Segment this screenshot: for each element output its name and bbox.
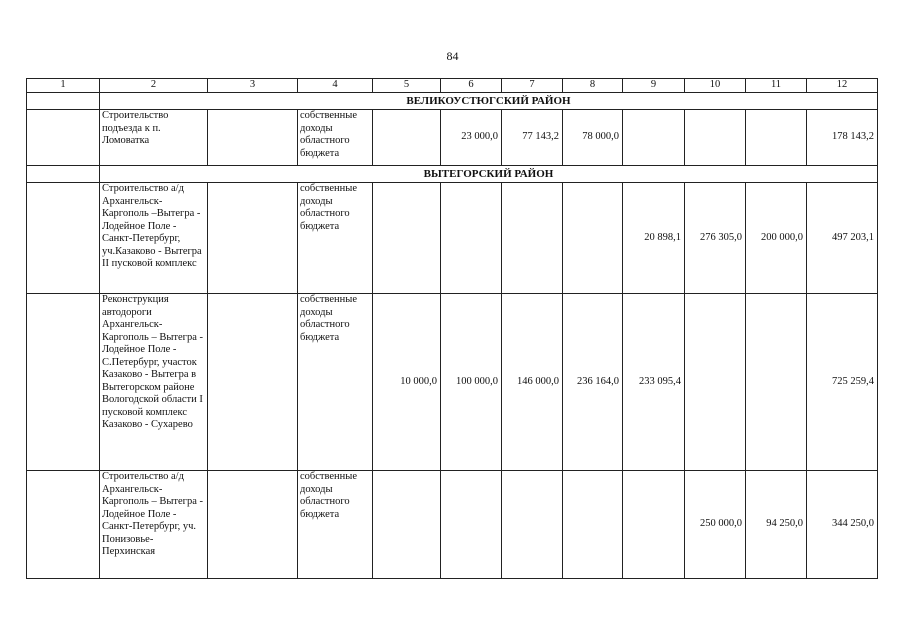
value-cell: 20 898,1 bbox=[623, 183, 685, 294]
district-name: ВЫТЕГОРСКИЙ РАЙОН bbox=[100, 166, 878, 183]
budget-table bbox=[26, 78, 878, 579]
object-name: Строительство а/д Архангельск-Каргополь – Вытегра - Лодейное Поле - Санкт-Петербург, уч. Понизовье-Перхинская bbox=[100, 471, 208, 579]
value-cell: 233 095,4 bbox=[623, 294, 685, 471]
value-cell bbox=[623, 471, 685, 579]
empty-cell bbox=[27, 93, 100, 110]
object-name: Реконструкция автодороги Архангельск-Каргополь – Вытегра - Лодейное Поле - С.Петербург, участок Казаково - Вытегра в Вытегорском районе Вологодской области I пусковой комплекс Казаково - Сухарево bbox=[100, 294, 208, 471]
value-cell: 77 143,2 bbox=[502, 110, 563, 166]
value-cell: 10 000,0 bbox=[373, 294, 441, 471]
empty-cell bbox=[208, 183, 298, 294]
column-header: 5 bbox=[373, 79, 441, 93]
district-row bbox=[27, 166, 878, 183]
object-name: Строительство подъезда к п. Ломоватка bbox=[100, 110, 208, 166]
funding-source: собственные доходы областного бюджета bbox=[298, 471, 373, 579]
value-cell bbox=[502, 183, 563, 294]
empty-cell bbox=[27, 183, 100, 294]
empty-cell bbox=[208, 110, 298, 166]
empty-cell bbox=[27, 471, 100, 579]
empty-cell bbox=[27, 166, 100, 183]
funding-source: собственные доходы областного бюджета bbox=[298, 294, 373, 471]
funding-source: собственные доходы областного бюджета bbox=[298, 183, 373, 294]
value-cell bbox=[685, 110, 746, 166]
table-row bbox=[27, 471, 878, 579]
table-row bbox=[27, 183, 878, 294]
value-cell: 276 305,0 bbox=[685, 183, 746, 294]
column-header: 6 bbox=[441, 79, 502, 93]
table-row bbox=[27, 294, 878, 471]
object-name: Строительство а/д Архангельск-Каргополь –Вытегра - Лодейное Поле - Санкт-Петербург, уч.Казаково - Вытегра II пусковой комплекс bbox=[100, 183, 208, 294]
value-cell bbox=[563, 183, 623, 294]
column-header: 12 bbox=[807, 79, 878, 93]
value-cell bbox=[441, 471, 502, 579]
value-cell bbox=[746, 294, 807, 471]
value-cell: 200 000,0 bbox=[746, 183, 807, 294]
value-cell: 78 000,0 bbox=[563, 110, 623, 166]
value-cell: 250 000,0 bbox=[685, 471, 746, 579]
value-cell bbox=[373, 110, 441, 166]
value-cell: 146 000,0 bbox=[502, 294, 563, 471]
value-cell: 497 203,1 bbox=[807, 183, 878, 294]
value-cell: 23 000,0 bbox=[441, 110, 502, 166]
value-cell bbox=[746, 110, 807, 166]
value-cell bbox=[563, 471, 623, 579]
value-cell: 725 259,4 bbox=[807, 294, 878, 471]
column-header: 9 bbox=[623, 79, 685, 93]
empty-cell bbox=[208, 471, 298, 579]
value-cell bbox=[623, 110, 685, 166]
value-cell bbox=[373, 471, 441, 579]
table-row bbox=[27, 110, 878, 166]
column-number-row bbox=[27, 79, 878, 93]
district-row bbox=[27, 93, 878, 110]
column-header: 4 bbox=[298, 79, 373, 93]
value-cell bbox=[685, 294, 746, 471]
column-header: 11 bbox=[746, 79, 807, 93]
page-number: 84 bbox=[446, 49, 459, 63]
column-header: 1 bbox=[27, 79, 100, 93]
value-cell bbox=[441, 183, 502, 294]
district-name: ВЕЛИКОУСТЮГСКИЙ РАЙОН bbox=[100, 93, 878, 110]
column-header: 10 bbox=[685, 79, 746, 93]
value-cell: 344 250,0 bbox=[807, 471, 878, 579]
value-cell: 100 000,0 bbox=[441, 294, 502, 471]
empty-cell bbox=[27, 110, 100, 166]
column-header: 2 bbox=[100, 79, 208, 93]
value-cell: 94 250,0 bbox=[746, 471, 807, 579]
column-header: 3 bbox=[208, 79, 298, 93]
funding-source: собственные доходы областного бюджета bbox=[298, 110, 373, 166]
value-cell bbox=[502, 471, 563, 579]
empty-cell bbox=[27, 294, 100, 471]
empty-cell bbox=[208, 294, 298, 471]
column-header: 7 bbox=[502, 79, 563, 93]
value-cell bbox=[373, 183, 441, 294]
column-header: 8 bbox=[563, 79, 623, 93]
value-cell: 178 143,2 bbox=[807, 110, 878, 166]
value-cell: 236 164,0 bbox=[563, 294, 623, 471]
